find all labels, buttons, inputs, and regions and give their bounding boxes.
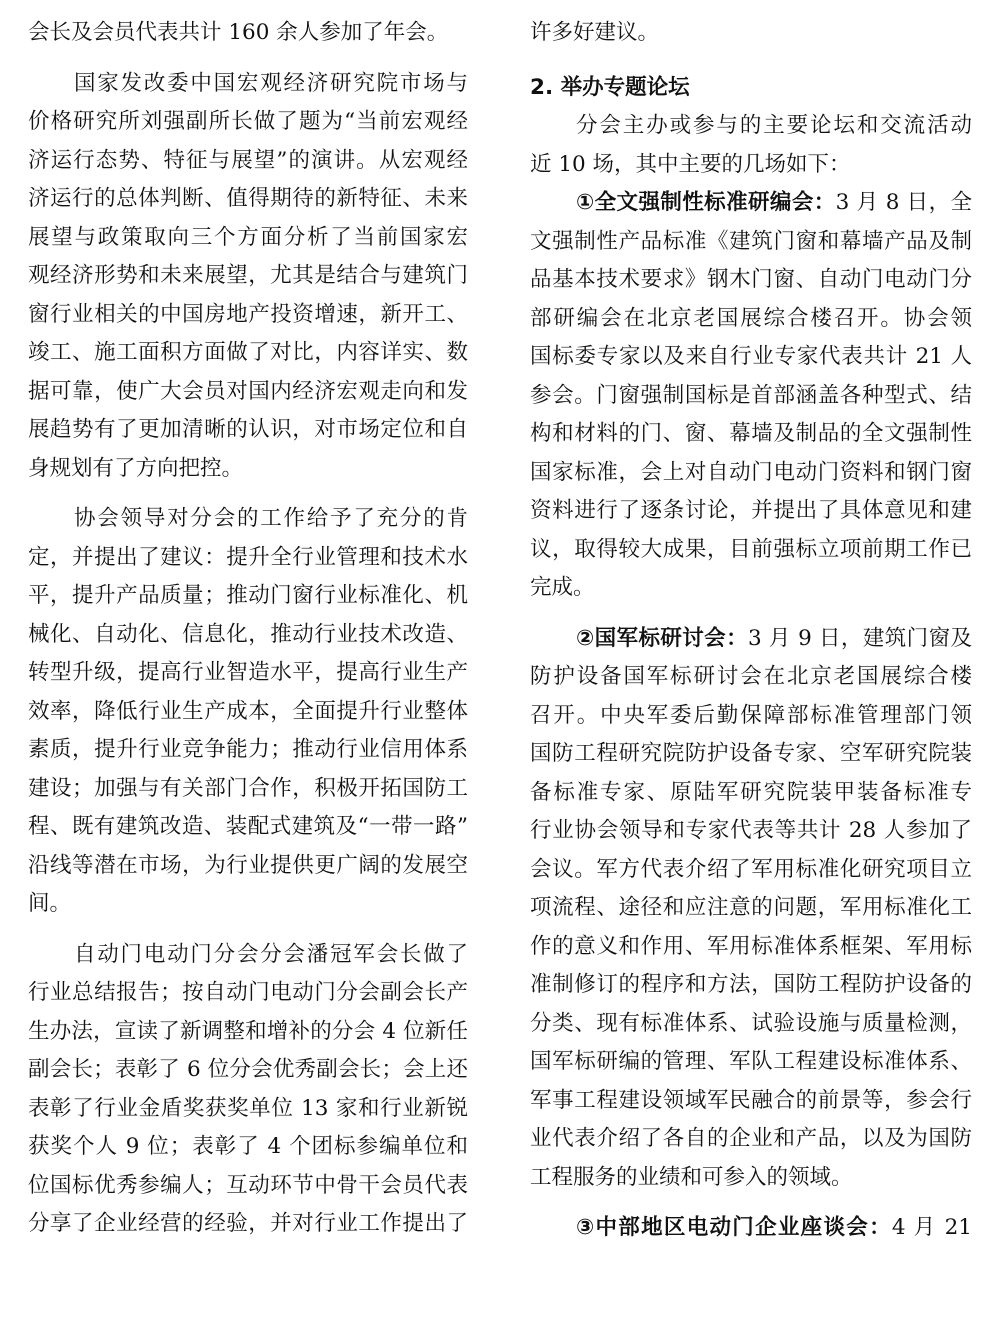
text-line: 分类、现有标准体系、试验设施与质量检测， (530, 1010, 972, 1036)
forum-item-3 (530, 1209, 972, 1248)
text-line: 许多好建议。 (530, 20, 660, 45)
text-line: 参会。门窗强制国标是首部涵盖各种型式、结 (530, 382, 972, 408)
text-line: 生办法，宣读了新调整和增补的分会 4 位新任 (28, 1018, 468, 1044)
text-line: 近 10 场，其中主要的几场如下： (530, 151, 851, 177)
item-date: 3 月 9 日，建筑门窗及 (748, 625, 972, 651)
text-line: 展望与政策取向三个方面分析了当前国家宏 (28, 224, 468, 250)
right-column (530, 14, 972, 1248)
forum-item-2 (530, 620, 972, 1198)
text-line: 转型升级，提高行业智造水平，提高行业生产 (28, 660, 468, 685)
text-line: 展趋势有了更加清晰的认识，对市场定位和自 (28, 417, 468, 442)
paragraph (530, 107, 972, 184)
text-line: 会长及会员代表共计 160 余人参加了年会。 (28, 20, 449, 45)
text-line: 完成。 (530, 575, 595, 600)
text-line: 行业协会领导和专家代表等共计 28 人参加了 (530, 818, 972, 843)
text-line: 据可靠，使广大会员对国内经济宏观走向和发 (28, 378, 468, 404)
text-line: 建设；加强与有关部门合作，积极开拓国防工 (28, 775, 468, 801)
text-line: 分会主办或参与的主要论坛和交流活动 (576, 113, 972, 138)
text-line: 业代表介绍了各自的企业和产品，以及为国防 (530, 1126, 972, 1151)
item-date: 3 月 8 日，全 (835, 190, 972, 215)
text-line: 行业总结报告；按自动门电动门分会副会长产 (28, 980, 468, 1005)
text-line: 资料进行了逐条讨论，并提出了具体意见和建 (530, 498, 972, 523)
paragraph (28, 936, 468, 1244)
section-heading: 2. 举办专题论坛 (530, 74, 690, 100)
text-line: 济运行的总体判断、值得期待的新特征、未来 (28, 186, 468, 211)
text-line: 国家发改委中国宏观经济研究院市场与 (74, 70, 468, 96)
text-line: 表彰了行业金盾奖获奖单位 13 家和行业新锐 (28, 1095, 468, 1121)
text-line: 构和材料的门、窗、幕墙及制品的全文强制性 (530, 421, 972, 446)
item-title: ②国军标研讨会： (576, 625, 748, 651)
text-line: 备标准专家、原陆军研究院装甲装备标准专 (530, 779, 972, 805)
text-line: 国标委专家以及来自行业专家代表共计 21 人 (530, 344, 972, 369)
text-line: 协会领导对分会的工作给予了充分的肯 (74, 506, 468, 531)
text-line: 国家标准，会上对自动门电动门资料和钢门窗 (530, 459, 972, 485)
item-date: 4 月 21 (891, 1215, 972, 1240)
text-line: 定，并提出了建议：提升全行业管理和技术水 (28, 544, 468, 570)
text-line: 素质，提升行业竞争能力；推动行业信用体系 (28, 737, 468, 762)
text-line: 准制修订的程序和方法，国防工程防护设备的 (530, 972, 972, 997)
text-line: 程、既有建筑改造、装配式建筑及“一带一路” (28, 814, 468, 839)
text-line: 间。 (28, 891, 72, 916)
text-line: 文强制性产品标准《建筑门窗和幕墙产品及制 (530, 228, 972, 254)
text-line: 分享了企业经营的经验，并对行业工作提出了 (28, 1211, 468, 1236)
text-line: 平，提升产品质量；推动门窗行业标准化、机 (28, 583, 468, 608)
text-line: 价格研究所刘强副所长做了题为“当前宏观经 (28, 109, 468, 134)
text-line: 自动门电动门分会分会潘冠军会长做了 (74, 941, 468, 967)
text-line: 身规划有了方向把控。 (28, 455, 244, 481)
text-line: 召开。中央军委后勤保障部标准管理部门领 (530, 702, 972, 728)
text-line: 竣工、施工面积方面做了对比，内容详实、数 (28, 340, 468, 365)
text-line: 沿线等潜在市场，为行业提供更广阔的发展空 (28, 852, 468, 878)
text-line: 窗行业相关的中国房地产投资增速，新开工、 (28, 301, 468, 327)
paragraph (28, 500, 468, 924)
text-line (530, 1209, 972, 1248)
text-line: 位国标优秀参编人；互动环节中骨干会员代表 (28, 1172, 468, 1198)
paragraph (28, 65, 468, 489)
text-line: 品基本技术要求》钢木门窗、自动门电动门分 (530, 267, 972, 292)
text-line: 观经济形势和未来展望，尤其是结合与建筑门 (28, 263, 468, 288)
forum-item-1 (530, 184, 972, 608)
text-line: 副会长；表彰了 6 位分会优秀副会长；会上还 (28, 1057, 468, 1082)
text-line (530, 184, 972, 223)
text-line: 工程服务的业绩和可参入的领域。 (530, 1164, 853, 1190)
text-line: 防护设备国军标研讨会在北京老国展综合楼 (530, 664, 972, 689)
text-line: 会议。军方代表介绍了军用标准化研究项目立 (530, 856, 972, 882)
item-title: ③中部地区电动门企业座谈会： (576, 1215, 892, 1240)
text-line (530, 620, 972, 659)
text-line: 项流程、途径和应注意的问题，军用标准化工 (530, 895, 972, 920)
text-line: 部研编会在北京老国展综合楼召开。协会领 (530, 305, 972, 331)
text-line: 国防工程研究院防护设备专家、空军研究院装 (530, 741, 972, 766)
item-title: ①全文强制性标准研编会： (576, 190, 836, 215)
text-line: 议，取得较大成果，目前强标立项前期工作已 (530, 536, 972, 562)
text-line: 械化、自动化、信息化，推动行业技术改造、 (28, 621, 468, 647)
text-line: 作的意义和作用、军用标准体系框架、军用标 (530, 933, 972, 959)
text-line: 效率，降低行业生产成本，全面提升行业整体 (28, 698, 468, 724)
text-line: 军事工程建设领域军民融合的前景等，参会行 (530, 1087, 972, 1113)
text-line: 国军标研编的管理、军队工程建设标准体系、 (530, 1049, 972, 1074)
left-column (28, 14, 468, 1244)
text-line: 济运行态势、特征与展望”的演讲。从宏观经 (28, 147, 468, 173)
text-line: 获奖个人 9 位；表彰了 4 个团标参编单位和 (28, 1134, 468, 1159)
